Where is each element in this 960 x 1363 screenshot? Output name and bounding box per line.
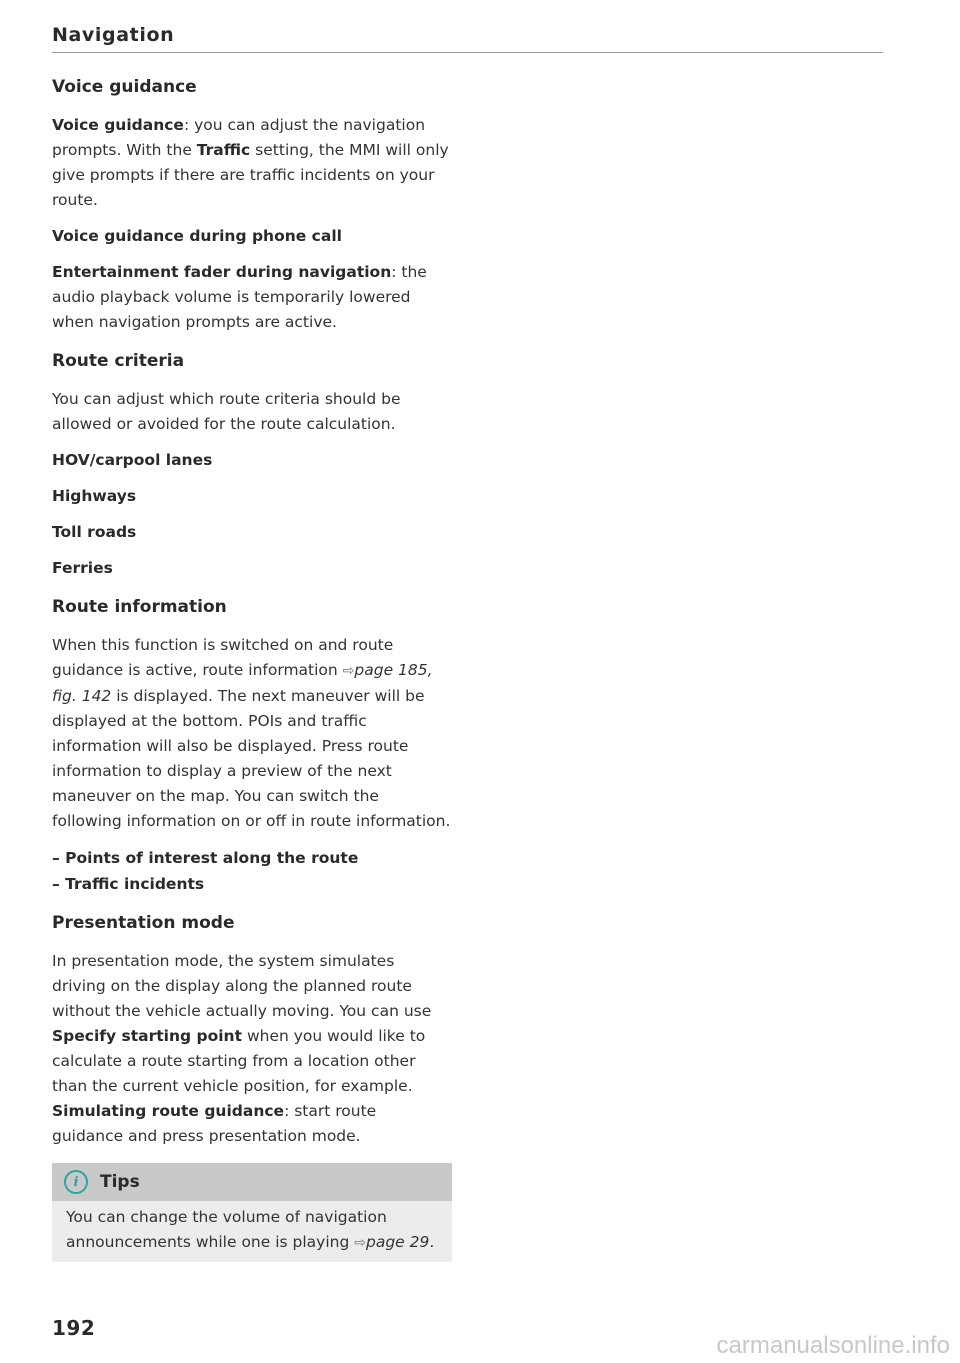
section-heading-presentation-mode: Presentation mode — [52, 913, 235, 933]
list-item: – Traffic incidents — [52, 875, 205, 893]
page-reference-link[interactable]: ⇨page 185, fig. 142 — [52, 661, 433, 705]
paragraph-presentation-mode: In presentation mode, the system simulates driving on the display along the planned route without the vehicle actually moving. You can use Specify starting point when you would like to calculate a route starting from a location other than the current vehicle position, for example. Simulating route guidance: start route guidance and press presentation mode. — [52, 952, 432, 1145]
paragraph-route-information: When this function is switched on and route guidance is active, route information ⇨page 185, fig. 142 is displayed. The next maneuver will be displayed at the bottom. POIs and traffic information will also be displayed. Press route information to display a preview of the next maneuver on the map. You can switch the following information on or off in route information. — [52, 636, 451, 830]
term-entertainment-fader: Entertainment fader during navigation — [52, 263, 392, 281]
option-toll-roads: Toll roads — [52, 523, 137, 541]
route-information-list — [52, 845, 452, 897]
tips-heading: Tips — [100, 1171, 140, 1192]
tips-text: You can change the volume of navigation announcements while one is playing ⇨page 29. — [66, 1208, 435, 1251]
option-highways: Highways — [52, 487, 137, 505]
section-heading-voice-guidance: Voice guidance — [52, 77, 197, 97]
content-column — [52, 72, 452, 1262]
tips-header — [52, 1163, 452, 1201]
arrow-right-icon: ⇨ — [354, 1235, 366, 1251]
option-voice-guidance-phone-call: Voice guidance during phone call — [52, 227, 342, 245]
paragraph-route-criteria: You can adjust which route criteria should be allowed or avoided for the route calculation. — [52, 390, 401, 433]
page-reference-link[interactable]: ⇨page 29 — [354, 1233, 430, 1251]
tips-box — [52, 1163, 452, 1262]
term-voice-guidance: Voice guidance — [52, 116, 184, 134]
list-item: – Points of interest along the route — [52, 849, 359, 867]
arrow-right-icon: ⇨ — [342, 663, 355, 679]
term-simulating-route-guidance: Simulating route guidance — [52, 1102, 285, 1120]
section-heading-route-information: Route information — [52, 597, 227, 617]
page-number: 192 — [52, 1316, 96, 1340]
header-divider — [52, 52, 883, 53]
paragraph-entertainment-fader: Entertainment fader during navigation: the audio playback volume is temporarily lowered when navigation prompts are active. — [52, 263, 427, 331]
term-traffic: Traffic — [196, 141, 251, 159]
option-hov-carpool-lanes: HOV/carpool lanes — [52, 451, 213, 469]
page-header-title: Navigation — [52, 24, 175, 46]
info-icon: i — [64, 1170, 88, 1194]
watermark: carmanualsonline.info — [716, 1332, 950, 1359]
option-ferries: Ferries — [52, 559, 113, 577]
paragraph-voice-guidance: Voice guidance: you can adjust the navigation prompts. With the Traffic setting, the MMI will only give prompts if there are traffic incidents on your route. — [52, 116, 449, 209]
section-heading-route-criteria: Route criteria — [52, 351, 185, 371]
term-specify-starting-point: Specify starting point — [52, 1027, 243, 1045]
